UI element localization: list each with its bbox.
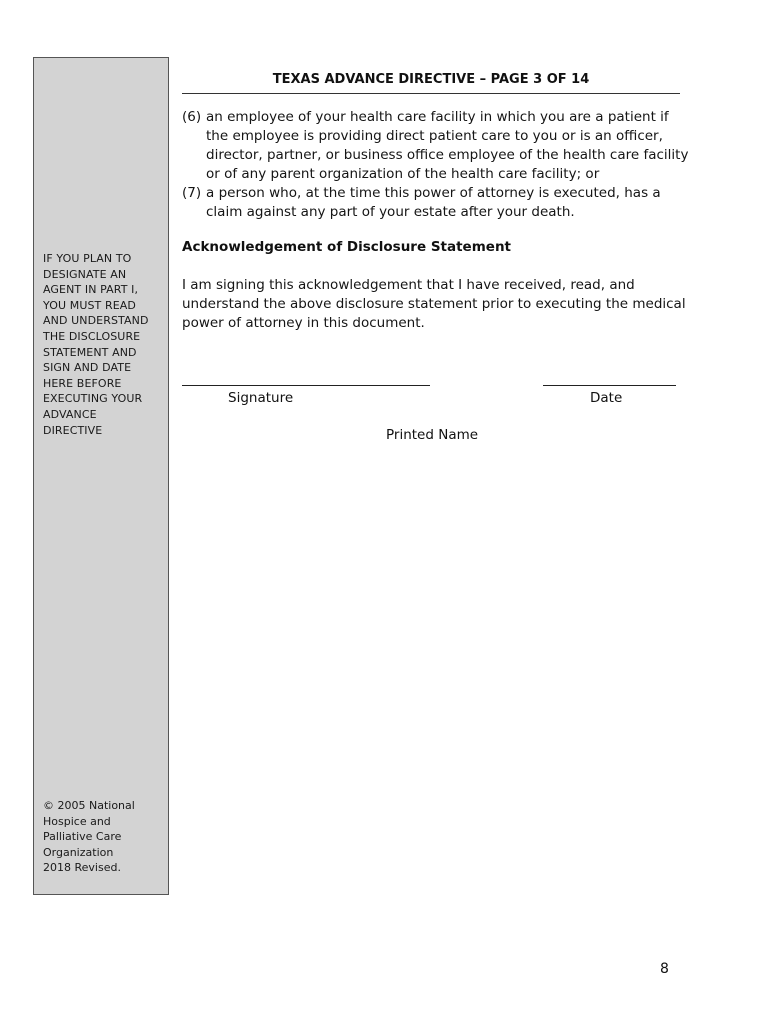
list-item [182, 108, 689, 184]
list-item-number: (7) [182, 185, 202, 201]
sidebar-instruction-note [43, 251, 167, 438]
list-item-line: director, partner, or business office employee of the health care facility [206, 147, 689, 163]
list-item-number: (6) [182, 109, 202, 125]
sidebar-note-line: IF YOU PLAN TO [43, 252, 132, 265]
list-item-line: an employee of your health care facility in which you are a patient if [206, 109, 669, 125]
disclosure-list [182, 108, 689, 222]
copyright-line: Palliative Care [43, 830, 122, 844]
copyright-line: Organization [43, 845, 114, 859]
list-item-line: claim against any part of your estate after your death. [206, 204, 575, 220]
page-number: 8 [660, 961, 669, 977]
date-label: Date [590, 390, 623, 406]
acknowledgement-line: understand the above disclosure statement prior to executing the medical [182, 296, 686, 312]
sidebar-note-line: ADVANCE [43, 407, 97, 421]
acknowledgement-text [182, 276, 686, 333]
sidebar-panel [33, 57, 169, 895]
sidebar-note-line: AND UNDERSTAND [43, 314, 149, 328]
date-line[interactable] [543, 385, 676, 386]
sidebar-copyright [43, 798, 167, 876]
sidebar-note-line: THE DISCLOSURE [43, 329, 141, 343]
list-item-line: the employee is providing direct patient care to you or is an officer, [206, 128, 663, 144]
sidebar-note-line: AGENT IN PART I, [43, 283, 139, 297]
signature-label: Signature [228, 390, 294, 406]
signature-line[interactable] [182, 385, 430, 386]
copyright-line: © 2005 National [43, 799, 135, 812]
sidebar-note-line: YOU MUST READ [43, 298, 136, 312]
sidebar-note-line: DIRECTIVE [43, 423, 103, 437]
page-title: TEXAS ADVANCE DIRECTIVE – PAGE 3 OF 14 [272, 72, 590, 87]
list-item [182, 184, 682, 222]
acknowledgement-line: I am signing this acknowledgement that I have received, read, and [182, 277, 635, 293]
copyright-line: Hospice and [43, 814, 111, 828]
list-item-line: or of any parent organization of the health care facility; or [206, 166, 600, 182]
sidebar-note-line: SIGN AND DATE [43, 361, 132, 375]
acknowledgement-line: power of attorney in this document. [182, 315, 425, 331]
list-item-line: a person who, at the time this power of attorney is executed, has a [206, 185, 661, 201]
sidebar-note-line: EXECUTING YOUR [43, 392, 143, 406]
acknowledgement-heading: Acknowledgement of Disclosure Statement [182, 239, 512, 255]
title-divider [182, 93, 680, 94]
sidebar-note-line: STATEMENT AND [43, 345, 137, 359]
sidebar-note-line: DESIGNATE AN [43, 267, 127, 281]
copyright-line: 2018 Revised. [43, 861, 121, 875]
sidebar-note-line: HERE BEFORE [43, 376, 122, 390]
printed-name-label: Printed Name [386, 427, 479, 443]
